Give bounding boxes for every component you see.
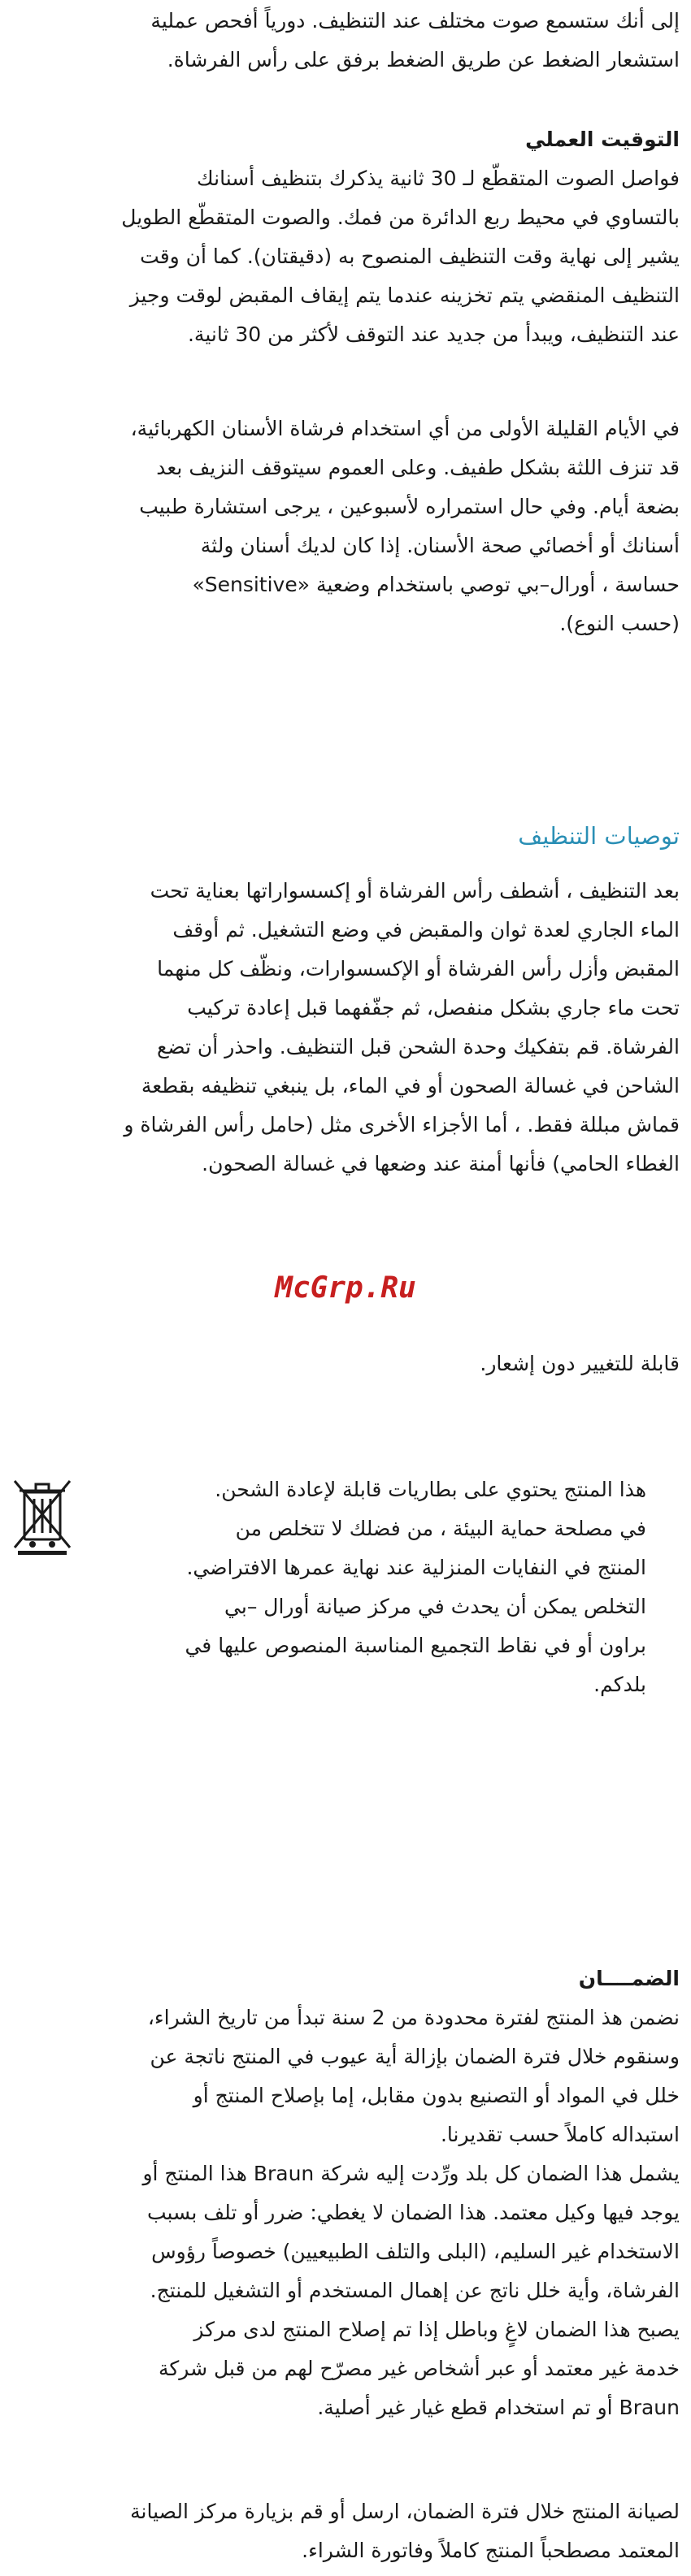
first-days-paragraph bbox=[11, 409, 680, 643]
text-line: براون أو في نقاط التجميع المناسبة المنصوص عليها في bbox=[185, 1634, 646, 1657]
text-line: قد تنزف اللثة بشكل طفيف. وعلى العموم سيتوقف النزيف بعد bbox=[156, 456, 680, 479]
text-line: أسنانك أو أخصائي صحة الأسنان. إذا كان لديك أسنان ولثة bbox=[200, 534, 680, 557]
text-line: المنتج في النفايات المنزلية عند نهاية عمرها الافتراضي. bbox=[186, 1556, 646, 1579]
text-line: يشمل هذا الضمان كل بلد ورِّدت إليه شركة Braun هذا المنتج أو bbox=[142, 2162, 680, 2185]
text-line: بعد التنظيف ، أشطف رأس الفرشاة أو إكسسواراتها بعناية تحت bbox=[150, 879, 680, 903]
text-line: المعتمد مصطحباً المنتج كاملاً وفاتورة الشراء. bbox=[302, 2539, 680, 2562]
pressure-sensor-paragraph bbox=[11, 2, 680, 80]
warranty-section bbox=[11, 1959, 680, 2427]
text-line: لصيانة المنتج خلال فترة الضمان، ارسل أو قم بزيارة مركز الصيانة bbox=[130, 2500, 680, 2523]
text-line: خلل في المواد أو التصنيع بدون مقابل، إما بإصلاح المنتج أو bbox=[193, 2084, 680, 2107]
text-line: بضعة أيام. وفي حال استمراره لأسبوعين ، يرجى استشارة طبيب bbox=[139, 495, 680, 518]
text-line: وسنقوم خلال فترة الضمان بإزالة أية عيوب في المنتج ناتجة عن bbox=[150, 2045, 680, 2068]
text-line: المقبض وأزل رأس الفرشاة أو الإكسسوارات، ونظّف كل منهما bbox=[157, 957, 680, 981]
text-line: استبداله كاملاً حسب تقديرنا. bbox=[440, 2123, 680, 2146]
service-paragraph bbox=[11, 2492, 680, 2570]
text-line: في الأيام القليلة الأولى من أي استخدام فرشاة الأسنان الكهربائية، bbox=[130, 417, 680, 440]
text-line: الفرشاة، وأية خلل ناتج عن إهمال المستخدم أو التشغيل للمنتج. bbox=[150, 2279, 680, 2302]
text-line: الغطاء الحامي) فأنها أمنة عند وضعها في غسالة الصحون. bbox=[202, 1152, 680, 1175]
text-line: الفرشاة. قم بتفكيك وحدة الشحن قبل التنظيف. واحذر أن تضع bbox=[157, 1035, 680, 1059]
text-line: استشعار الضغط عن طريق الضغط برفق على رأس الفرشاة. bbox=[167, 48, 680, 71]
text-line: يصبح هذا الضمان لاغٍ وباطل إذا تم إصلاح المنتج لدى مركز bbox=[193, 2318, 680, 2341]
text-line: فواصل الصوت المتقطّع لـ 30 ثانية يذكرك بتنظيف أسنانك bbox=[197, 167, 680, 190]
text-line: يشير إلى نهاية وقت التنظيف المنصوح به (دقيقتان). كما أن وقت bbox=[140, 245, 680, 268]
text-line: (حسب النوع). bbox=[559, 612, 680, 635]
text-line: الشاحن في غسالة الصحون أو في الماء، بل ينبغي تنظيفه بقطعة bbox=[141, 1074, 680, 1098]
text-line: بالتساوي في محيط ربع الدائرة من فمك. والصوت المتقطّع الطويل bbox=[121, 206, 680, 229]
text-line: بلدكم. bbox=[593, 1673, 646, 1696]
cleaning-heading: توصيات التنظيف bbox=[518, 822, 680, 850]
text-line: هذا المنتج يحتوي على بطاريات قابلة لإعادة الشحن. bbox=[215, 1478, 646, 1501]
text-line: Braun أو تم استخدام قطع غيار غير أصلية. bbox=[317, 2396, 680, 2419]
crossed-out-bin-icon bbox=[10, 1474, 75, 1556]
text-line: في مصلحة حماية البيئة ، من فضلك لا تتخلص من bbox=[235, 1517, 646, 1540]
text-line: تحت ماء جاري بشكل منفصل، ثم جفّفهما قبل إعادة تركيب bbox=[187, 996, 680, 1020]
warranty-heading: الضمــــان bbox=[578, 1967, 680, 1990]
text-line: قماش مبللة فقط. ، أما الأجزاء الأخرى مثل (حامل رأس الفرشاة و bbox=[124, 1113, 680, 1136]
notice-paragraph bbox=[11, 1344, 680, 1383]
timer-heading: التوقيت العملي bbox=[525, 128, 680, 151]
text-line: عند التنظيف، ويبدأ من جديد عند التوقف لأكثر من 30 ثانية. bbox=[187, 323, 680, 346]
text-line: التخلص يمكن أن يحدث في مركز صيانة أورال –بي bbox=[224, 1595, 646, 1618]
environment-paragraph bbox=[77, 1470, 646, 1704]
text-line: إلى أنك ستسمع صوت مختلف عند التنظيف. دورياً أفحص عملية bbox=[150, 9, 680, 32]
text-line: الاستخدام غير السليم، (البلى والتلف الطبيعيين) خصوصاً رؤوس bbox=[151, 2240, 680, 2263]
watermark: McGrp.Ru bbox=[275, 1271, 416, 1305]
text-line: يوجد فيها وكيل معتمد. هذا الضمان لا يغطي: ضرر أو تلف بسبب bbox=[146, 2201, 680, 2224]
text-line: خدمة غير معتمد أو عبر أشخاص غير مصرّح لهم من قبل شركة bbox=[158, 2357, 680, 2380]
cleaning-recommendations-section bbox=[11, 816, 680, 1184]
timer-section bbox=[11, 120, 680, 354]
text-line: نضمن هذ المنتج لفترة محدودة من 2 سنة تبدأ من تاريخ الشراء، bbox=[147, 2006, 680, 2029]
text-line: قابلة للتغيير دون إشعار. bbox=[480, 1352, 680, 1375]
text-line: الماء الجاري لعدة ثوان والمقبض في وضع التشغيل. ثم أوقف bbox=[172, 918, 680, 942]
text-line: التنظيف المنقضي يتم تخزينه عندما يتم إيقاف المقبض لوقت وجيز bbox=[129, 284, 680, 307]
text-line: حساسة ، أورال–بي توصي باستخدام وضعية «Sensitive» bbox=[192, 573, 680, 596]
